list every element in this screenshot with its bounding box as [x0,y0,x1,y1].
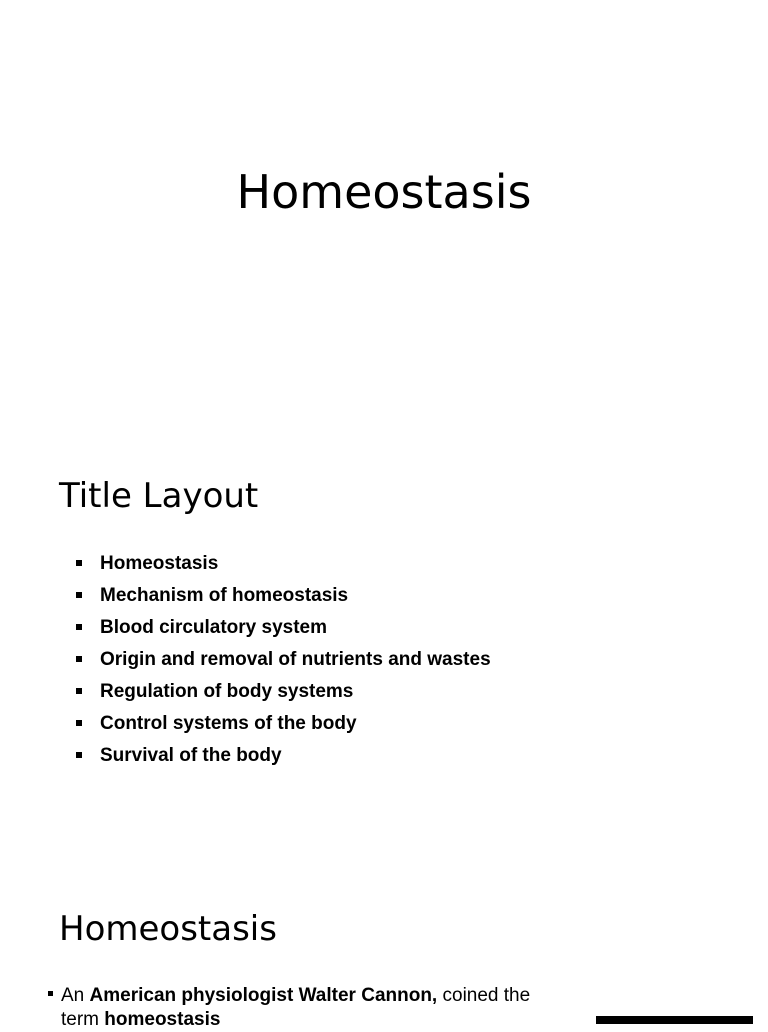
bullet-square-icon [76,592,82,598]
list-item [74,676,491,708]
bullet-square-icon [76,688,82,694]
list-item-label: Survival of the body [100,745,282,766]
bold-text-run: American physiologist Walter Cannon, [89,985,438,1006]
list-item [74,644,491,676]
toc-list [74,548,491,772]
list-item [74,708,491,740]
text-run: An [61,985,90,1006]
list-item-label: Homeostasis [100,553,219,574]
slide-title-homeostasis: Homeostasis [236,165,532,219]
list-item [74,740,491,772]
bullet-square-icon [76,656,82,662]
list-item-label: Mechanism of homeostasis [100,585,349,606]
text-run: coined the term [61,985,531,1030]
bullet-square-icon [48,991,53,996]
bullet-square-icon [76,752,82,758]
paragraph-text [47,984,567,1032]
list-item-label: Control systems of the body [100,713,357,734]
bullet-square-icon [76,720,82,726]
list-item-label: Origin and removal of nutrients and wastes [100,649,491,670]
bullet-square-icon [76,624,82,630]
slide-image [596,1016,753,1024]
list-item-label: Regulation of body systems [100,681,354,702]
list-item [74,612,491,644]
bold-text-run: homeostasis [104,1009,221,1030]
list-item-label: Blood circulatory system [100,617,328,638]
body-paragraph [47,984,567,1032]
bullet-square-icon [76,560,82,566]
list-item [74,548,491,580]
section-title-homeostasis: Homeostasis [59,909,277,949]
list-item [74,580,491,612]
section-title-layout: Title Layout [59,476,259,516]
